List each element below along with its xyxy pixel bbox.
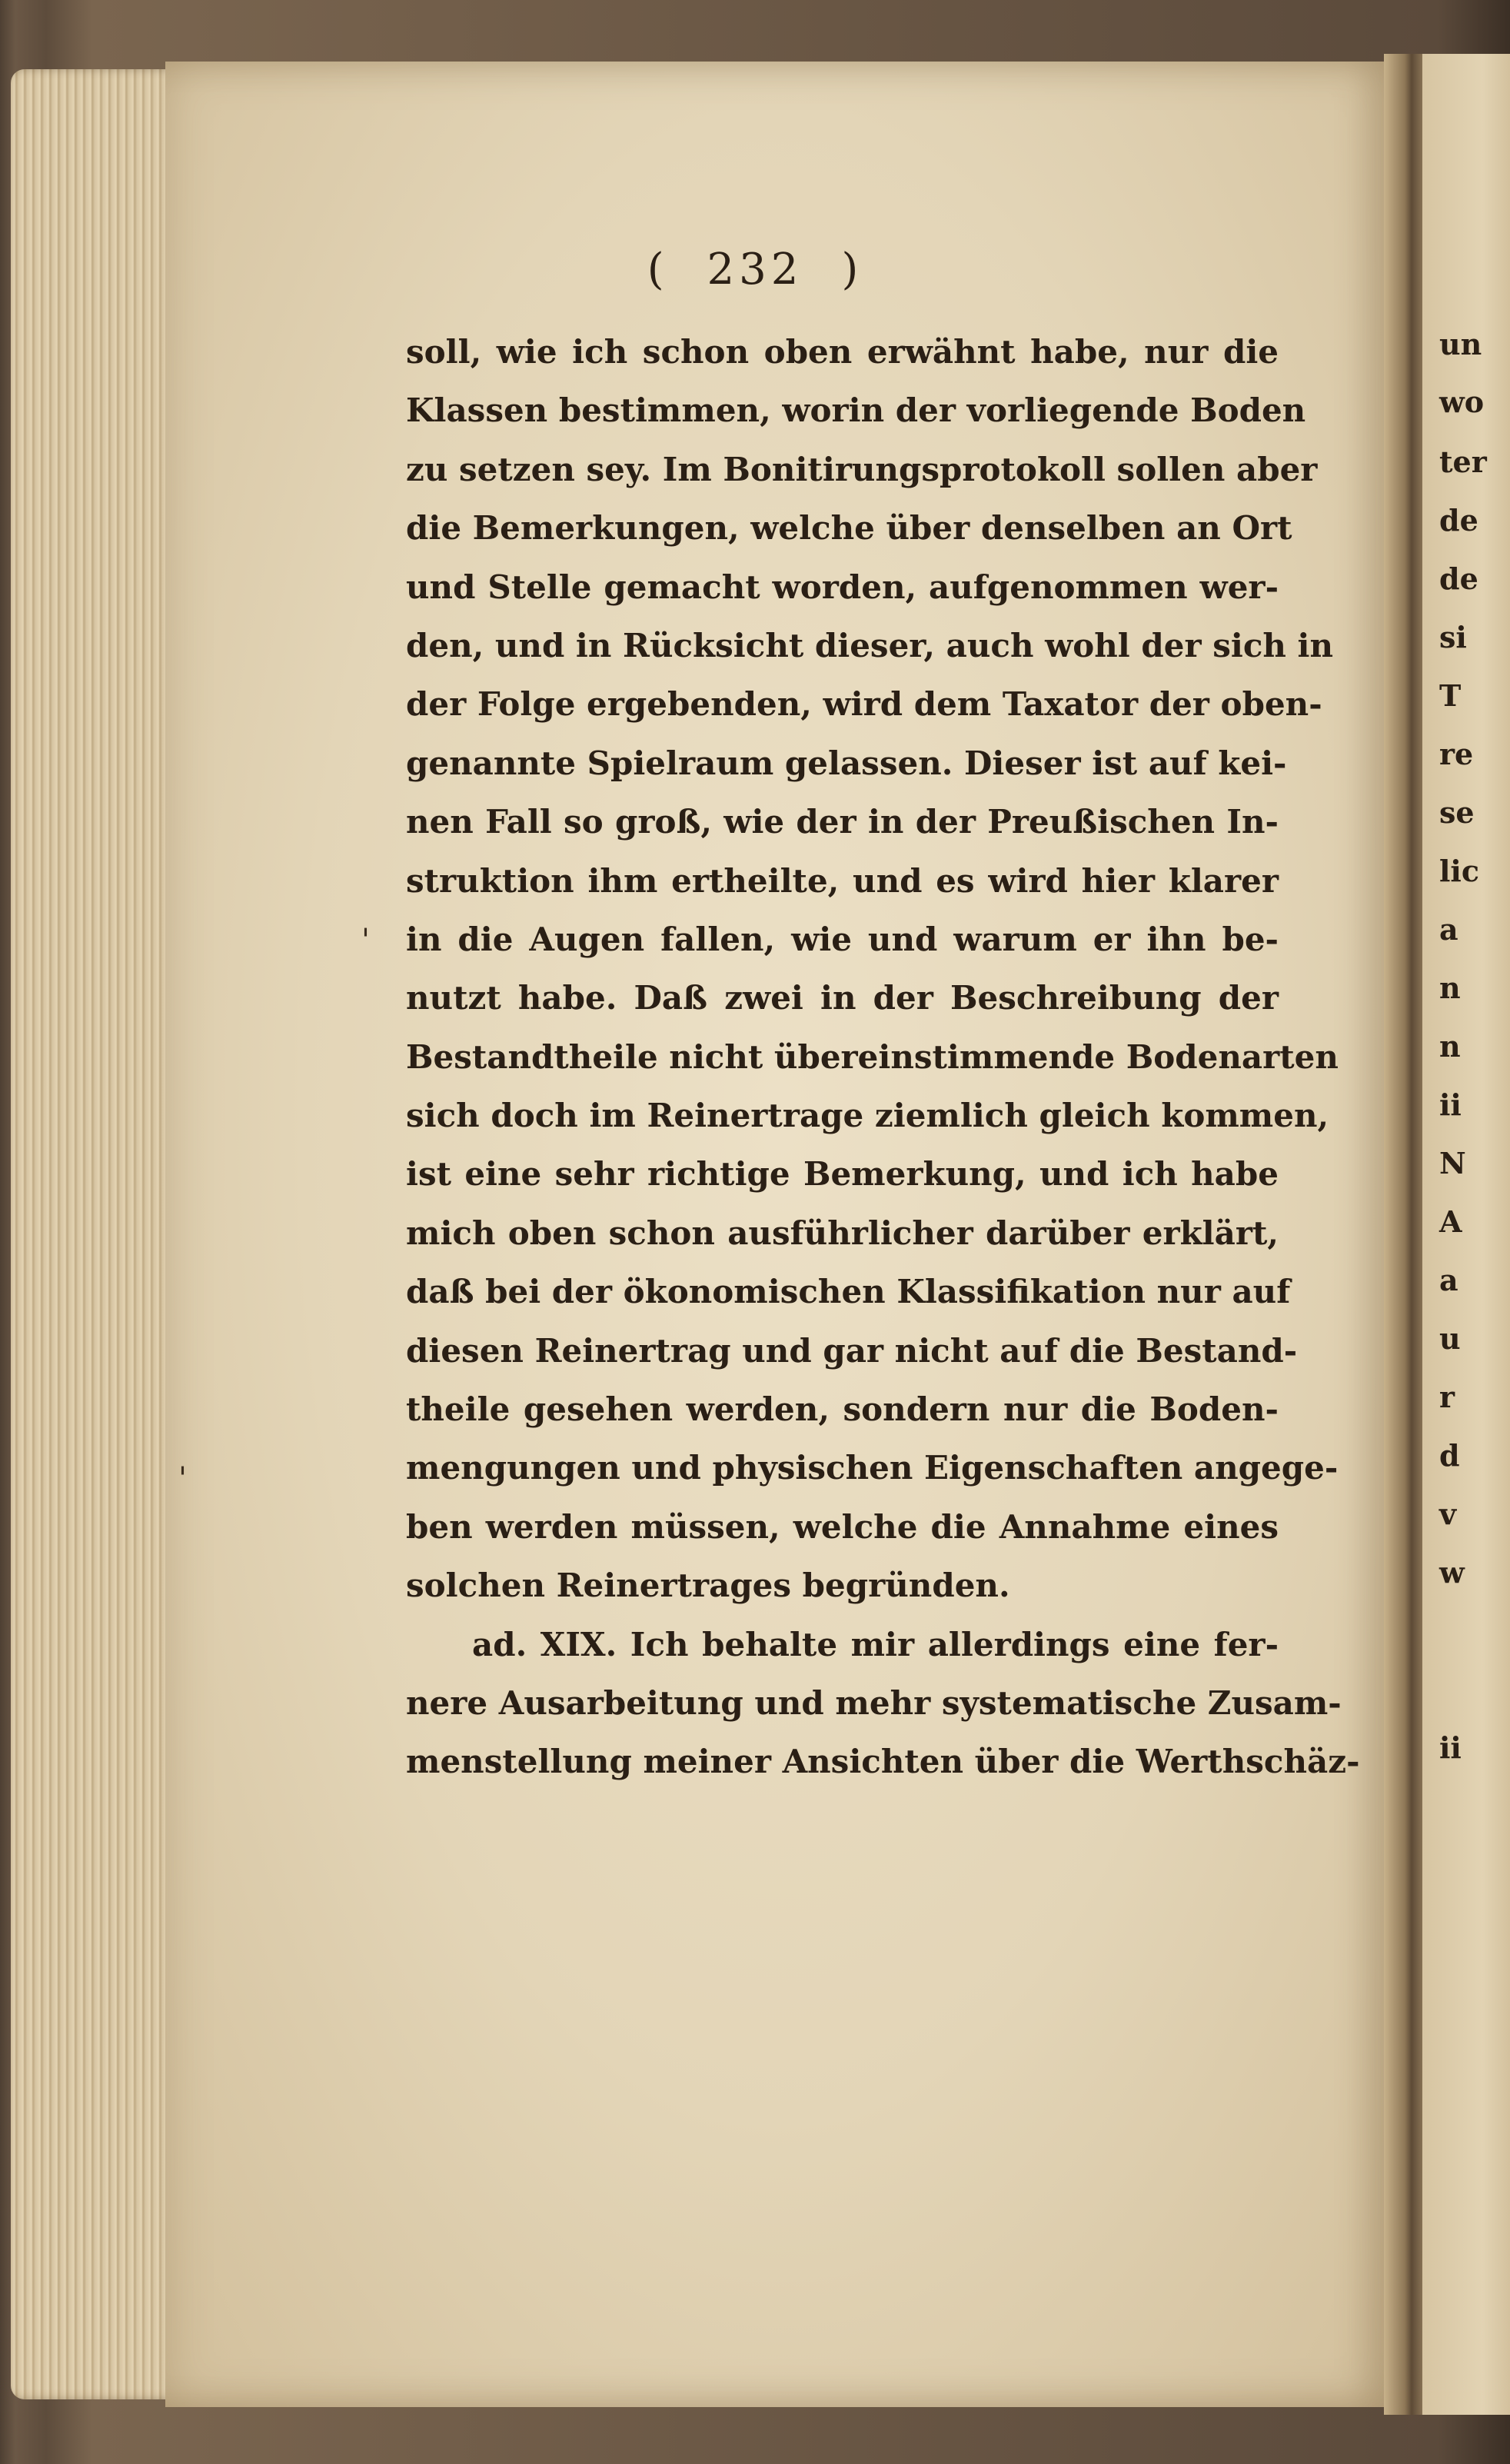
page-edges xyxy=(11,69,191,2399)
facing-fragment: de xyxy=(1439,561,1478,596)
header-open-paren: ( xyxy=(647,245,669,295)
facing-fragment: w xyxy=(1439,1555,1465,1590)
text-line: sich doch im Reinertrage ziemlich gleich kommen, xyxy=(406,1097,1329,1135)
facing-fragment: wo xyxy=(1439,385,1485,419)
facing-fragment: u xyxy=(1439,1321,1461,1356)
facing-fragment: a xyxy=(1439,1263,1458,1297)
facing-fragment: se xyxy=(1439,795,1475,830)
facing-fragment: v xyxy=(1439,1497,1457,1531)
text-line: ben werden müssen, welche die Annahme eines xyxy=(406,1507,1279,1546)
text-line: nutzt habe. Daß zwei in der Beschreibung der xyxy=(406,979,1279,1017)
text-line: nere Ausarbeitung und mehr systematische Zusam- xyxy=(406,1683,1342,1722)
text-line: mengungen und physischen Eigenschaften angege- xyxy=(406,1449,1339,1487)
text-line: menstellung meiner Ansichten über die Werthschäz- xyxy=(406,1743,1360,1781)
facing-fragment: T xyxy=(1439,678,1462,713)
facing-fragment: lic xyxy=(1439,854,1480,888)
facing-fragment: re xyxy=(1439,737,1474,771)
margin-mark: ' xyxy=(178,1461,187,1497)
facing-fragment: un xyxy=(1439,327,1482,361)
text-line: ist eine sehr richtige Bemerkung, und ich habe xyxy=(406,1155,1279,1194)
body-text xyxy=(406,323,1360,1792)
facing-fragment: d xyxy=(1439,1438,1460,1473)
facing-fragment: r xyxy=(1439,1380,1455,1414)
facing-fragment: ii xyxy=(1439,1087,1462,1122)
text-line: theile gesehen werden, sondern nur die Boden- xyxy=(406,1390,1279,1429)
facing-fragment: A xyxy=(1439,1204,1462,1239)
facing-page-edge xyxy=(1422,54,1510,2415)
facing-fragment: N xyxy=(1439,1146,1466,1180)
text-line: der Folge ergebenden, wird dem Taxator der oben- xyxy=(406,685,1322,724)
text-line: struktion ihm ertheilte, und es wird hier klarer xyxy=(406,861,1279,900)
text-line: zu setzen sey. Im Bonitirungsprotokoll sollen aber xyxy=(406,450,1318,488)
facing-fragment: a xyxy=(1439,912,1458,947)
facing-fragment: si xyxy=(1439,620,1467,654)
facing-fragment: ii xyxy=(1439,1730,1462,1765)
text-line: in die Augen fallen, wie und warum er ihn be- xyxy=(406,920,1279,958)
text-line: die Bemerkungen, welche über denselben an Ort xyxy=(406,509,1292,548)
facing-fragment: n xyxy=(1439,1029,1461,1064)
page-header xyxy=(0,245,1510,295)
text-line: genannte Spielraum gelassen. Dieser ist auf kei- xyxy=(406,744,1287,782)
text-line: diesen Reinertrag und gar nicht auf die Bestand- xyxy=(406,1331,1298,1370)
text-line: ad. XIX. Ich behalte mir allerdings eine fer- xyxy=(472,1625,1279,1663)
header-close-paren: ) xyxy=(841,245,863,295)
facing-fragment: ter xyxy=(1439,445,1487,479)
facing-fragment: de xyxy=(1439,503,1478,538)
text-line: nen Fall so groß, wie der in der Preußischen In- xyxy=(406,803,1279,841)
page-number: 232 xyxy=(707,245,803,295)
facing-fragment: n xyxy=(1439,971,1461,1005)
text-line: Klassen bestimmen, worin der vorliegende Boden xyxy=(406,391,1306,430)
text-line: den, und in Rücksicht dieser, auch wohl der sich in xyxy=(406,626,1334,664)
text-line: daß bei der ökonomischen Klassifikation nur auf xyxy=(406,1273,1291,1311)
text-line: mich oben schon ausführlicher darüber erklärt, xyxy=(406,1214,1279,1252)
margin-mark: ' xyxy=(361,923,370,958)
text-line: Bestandtheile nicht übereinstimmende Bodenarten xyxy=(406,1037,1339,1076)
text-line: solchen Reinertrages begründen. xyxy=(406,1567,1010,1605)
text-line: soll, wie ich schon oben erwähnt habe, nur die xyxy=(406,333,1279,371)
text-line: und Stelle gemacht worden, aufgenommen wer- xyxy=(406,568,1279,606)
